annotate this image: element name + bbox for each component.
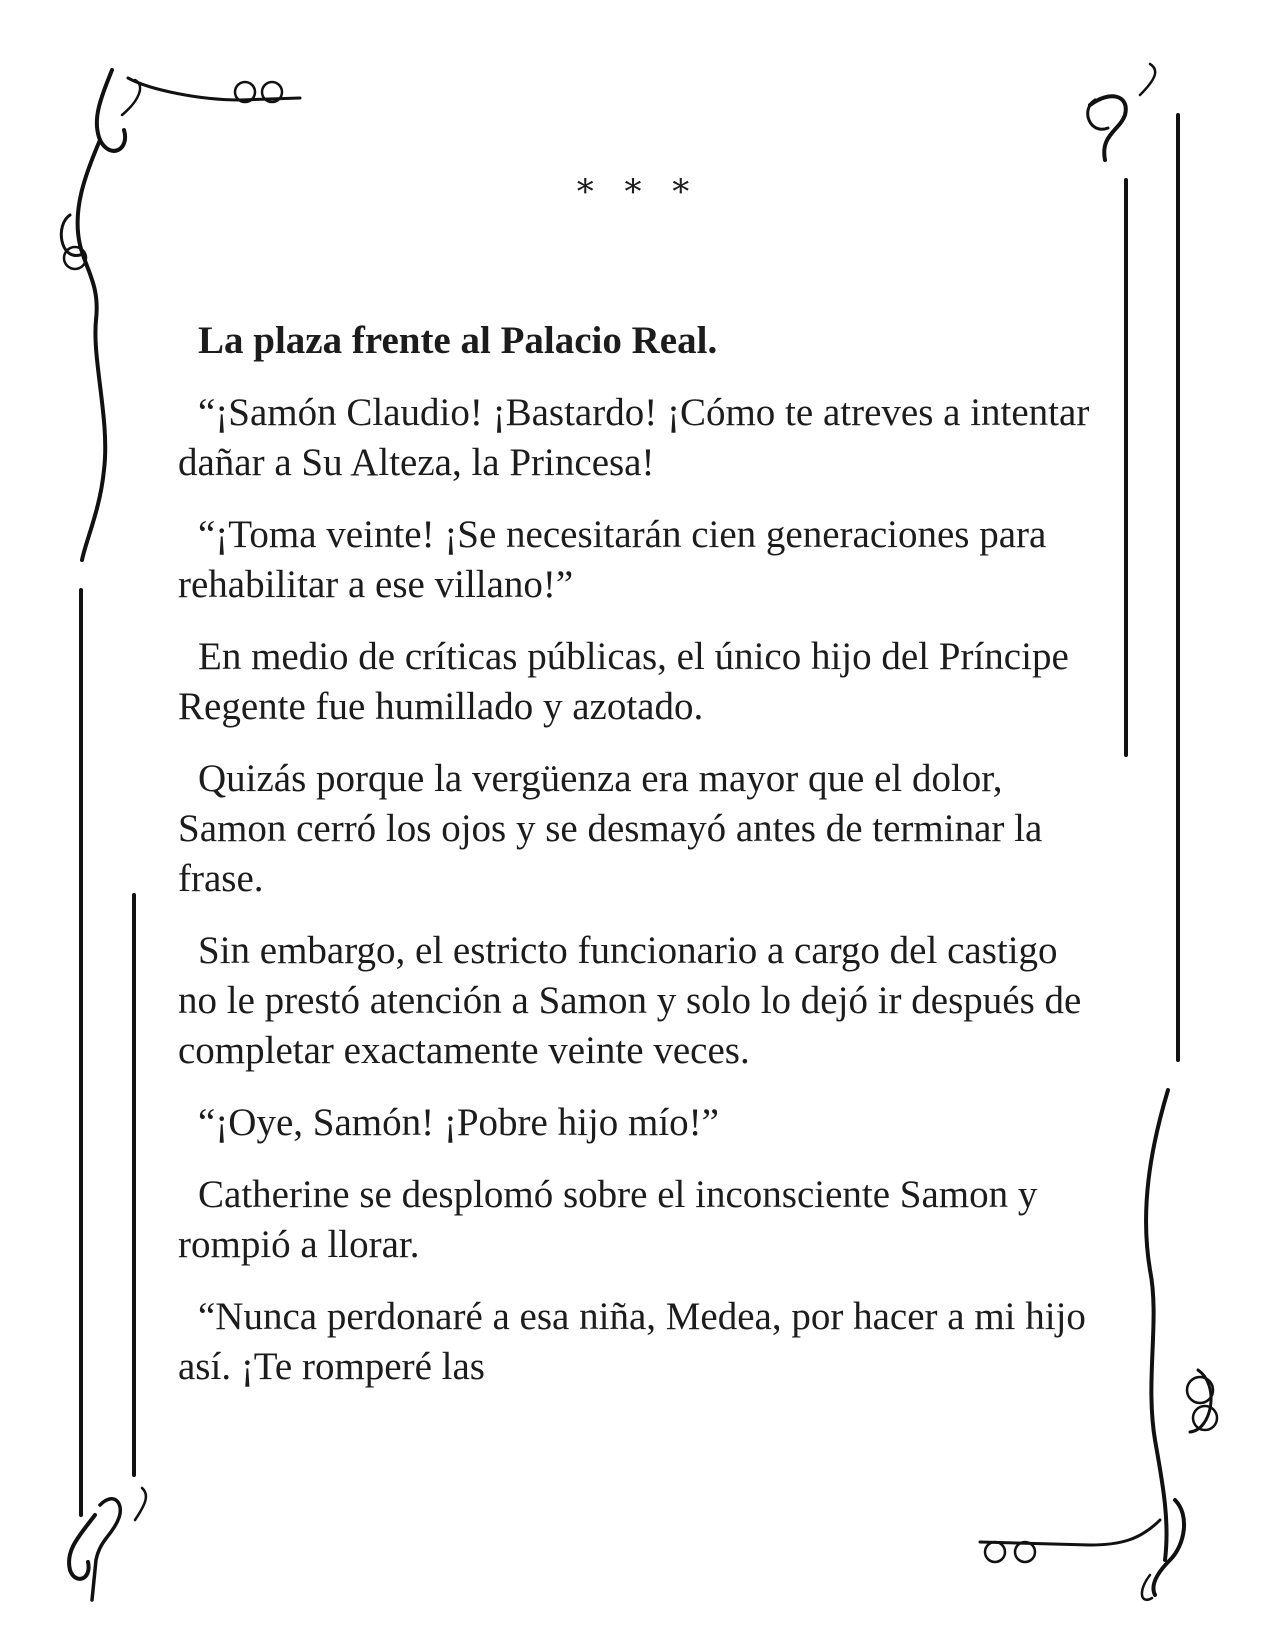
top-right-flourish bbox=[1088, 64, 1156, 160]
paragraph: Quizás porque la vergüenza era mayor que el dolor, Samon cerró los ojos y se desmayó antes de terminar la frase. bbox=[178, 757, 1043, 900]
paragraph: “¡Oye, Samón! ¡Pobre hijo mío!” bbox=[198, 1101, 719, 1144]
paragraph: Catherine se desplomó sobre el inconsciente Samon y rompió a llorar. bbox=[178, 1173, 1038, 1266]
page-content bbox=[178, 172, 1098, 1414]
bottom-left-flourish bbox=[69, 1488, 146, 1600]
paragraph: “Nunca perdonaré a esa niña, Medea, por hacer a mi hijo así. ¡Te romperé las bbox=[178, 1295, 1086, 1388]
paragraph: En medio de críticas públicas, el único hijo del Príncipe Regente fue humillado y azotado. bbox=[178, 635, 1069, 728]
section-separator: * * * bbox=[576, 172, 700, 212]
paragraph: “¡Toma veinte! ¡Se necesitarán cien generaciones para rehabilitar a ese villano!” bbox=[178, 513, 1047, 606]
paragraph: Sin embargo, el estricto funcionario a cargo del castigo no le prestó atención a Samon y solo lo dejó ir después de completar exactamente veinte veces. bbox=[178, 929, 1082, 1072]
scene-heading: La plaza frente al Palacio Real. bbox=[198, 319, 718, 362]
paragraph: “¡Samón Claudio! ¡Bastardo! ¡Cómo te atreves a intentar dañar a Su Alteza, la Princesa! bbox=[178, 391, 1090, 484]
